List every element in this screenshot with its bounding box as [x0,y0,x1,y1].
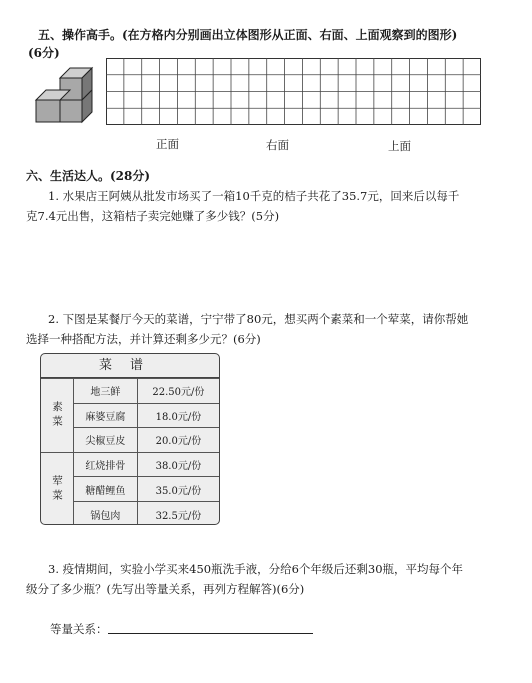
table-row [41,379,219,404]
drawing-grid[interactable] [106,58,481,125]
q1-line1: 1. 水果店王阿姨从批发市场买了一箱10千克的桔子共花了35.7元，回来后以每千 [48,189,460,203]
dish-price: 22.50元/份 [137,379,219,404]
q2-line1: 2. 下图是某餐厅今天的菜谱，宁宁带了80元，想买两个素菜和一个荤菜，请你帮她 [48,312,469,326]
dish-price: 20.0元/份 [137,428,219,453]
dish-price: 38.0元/份 [137,452,219,477]
dish-price: 32.5元/份 [137,501,219,525]
section6-heading: 六、生活达人。(28分) [26,169,151,183]
section5-score: (6分) [28,46,60,60]
q2-line2: 选择一种搭配方法，并计算还剩多少元？(6分) [26,332,261,346]
category-veg: 素菜 [41,379,74,453]
dish-name: 尖椒豆皮 [74,428,138,453]
label-right: 右面 [266,138,289,152]
dish-name: 地三鲜 [74,379,138,404]
label-top: 上面 [388,139,411,153]
q3-line1: 3. 疫情期间，实验小学买来450瓶洗手液，分给6个年级后还剩30瓶，平均每个年 [48,562,464,576]
section5-heading: 五、操作高手。(在方格内分别画出立体图形从正面、右面、上面观察到的图形) [38,28,458,42]
cube-face [60,100,82,122]
dish-price: 35.0元/份 [137,477,219,502]
relation-answer-line[interactable] [108,633,313,634]
label-front: 正面 [156,137,179,151]
cube-face [36,100,60,122]
dish-name: 麻婆豆腐 [74,403,138,428]
q3-line2: 级分了多少瓶？(先写出等量关系，再列方程解答)(6分) [26,582,305,596]
dish-name: 锅包肉 [74,501,138,525]
category-meat: 荤菜 [41,452,74,525]
dish-price: 18.0元/份 [137,403,219,428]
dish-name: 糖醋鲤鱼 [74,477,138,502]
cube-figure [30,64,96,126]
relation-label: 等量关系： [50,622,108,636]
menu-table [40,353,220,525]
dish-name: 红烧排骨 [74,452,138,477]
menu-title: 菜谱 [41,354,219,378]
table-row [41,452,219,477]
q1-line2: 克7.4元出售，这箱桔子卖完她赚了多少钱？(5分) [26,209,280,223]
